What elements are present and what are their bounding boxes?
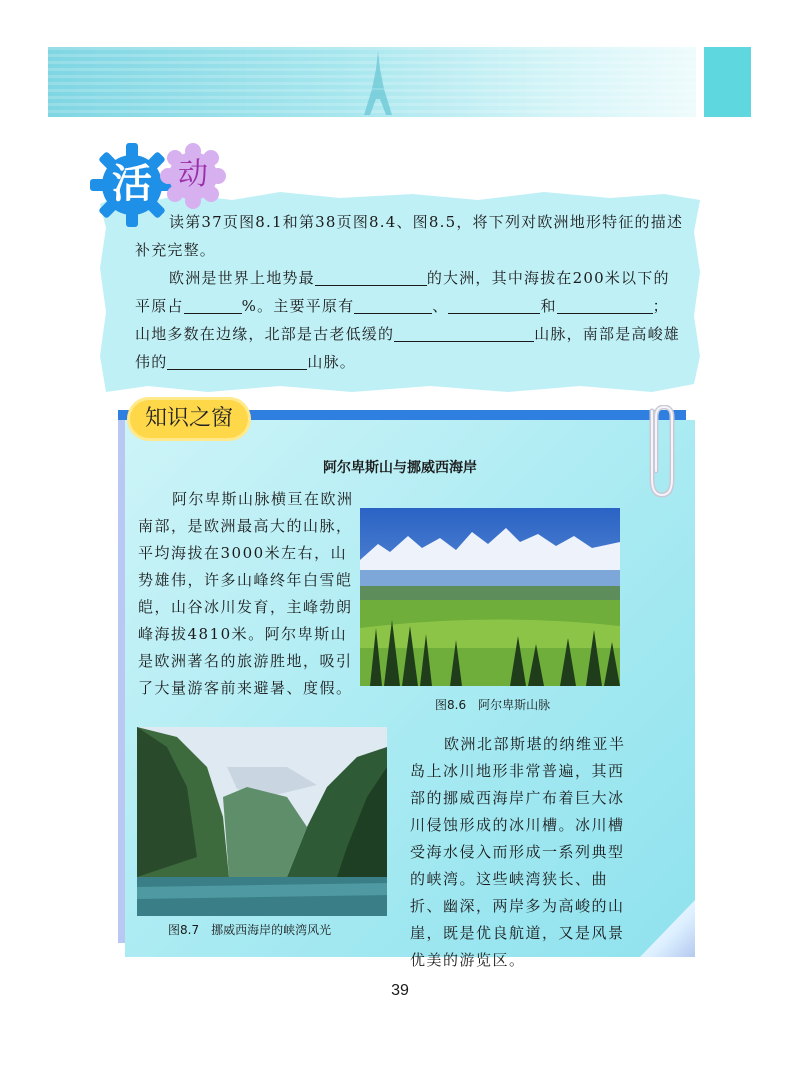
fjord-photo: [137, 727, 387, 916]
blank-terrain[interactable]: [315, 267, 427, 286]
alps-paragraph-text: 阿尔卑斯山脉横亘在欧洲南部，是欧洲最高大的山脉，平均海拔在3000米左右，山势雄伟，许多山峰终年白雪皑皑，山谷冰川发育，主峰勃朗峰海拔4810米。阿尔卑斯山是欧洲著名的旅游胜地，吸引了大量游客前来避暑、度假。: [138, 490, 354, 697]
fill-text-h: 山脉。: [307, 353, 357, 371]
header-corner-block: [704, 47, 751, 117]
activity-badge-char-2: 动: [178, 157, 208, 192]
fill-text-e: 和: [540, 297, 557, 315]
blank-north-mountains[interactable]: [394, 323, 534, 342]
activity-text: [135, 208, 685, 376]
blank-plain-1[interactable]: [354, 295, 432, 314]
page-number: 39: [391, 982, 409, 999]
paperclip-icon: [640, 405, 680, 501]
activity-badge-char: 活: [112, 161, 152, 207]
fill-text-b: 的大洲，其中海拔在200米以下的平原占: [135, 269, 670, 315]
blank-plain-3[interactable]: [557, 295, 653, 314]
fill-text-a: 欧洲是世界上地势最: [169, 269, 315, 287]
activity-instruction-text: 读第37页图8.1和第38页图8.4、图8.5，将下列对欧洲地形特征的描述补充完整。: [135, 213, 684, 259]
fjord-paragraph-text: 欧洲北部斯堪的纳维亚半岛上冰川地形非常普遍，其西部的挪威西海岸广布着巨大冰川侵蚀形成的冰川槽。冰川槽受海水侵入而形成一系列典型的峡湾。这些峡湾狭长、曲折、幽深，两岸多为高峻的山崖，既是优良航道，又是风景优美的游览区。: [410, 735, 626, 969]
article-title: 阿尔卑斯山与挪威西海岸: [323, 460, 477, 476]
blank-south-mountains[interactable]: [167, 351, 307, 370]
alps-landscape-image: [360, 508, 620, 686]
eiffel-tower-icon: [358, 49, 398, 115]
blank-plain-2[interactable]: [448, 295, 540, 314]
alps-photo: [360, 508, 620, 686]
fill-text-g: 山脉，南部是高峻雄伟的: [135, 325, 681, 371]
fjord-landscape-image: [137, 727, 387, 916]
fill-text-c: %。主要平原有: [241, 297, 355, 315]
alps-paragraph: [138, 486, 358, 702]
activity-fill-in: [135, 264, 685, 376]
blank-plain-percent[interactable]: [184, 295, 242, 314]
knowledge-window-label: 知识之窗: [144, 406, 233, 431]
fill-text-f: ；山地多数在边缘，北部是古老低缓的: [135, 297, 669, 343]
alps-caption: 图8.6 阿尔卑斯山脉: [435, 698, 551, 712]
fill-text-d: 、: [432, 297, 449, 315]
fjord-paragraph: [410, 731, 638, 974]
header-banner: [48, 47, 696, 117]
activity-instruction: [135, 208, 685, 264]
fjord-caption: 图8.7 挪威西海岸的峡湾风光: [168, 923, 332, 937]
